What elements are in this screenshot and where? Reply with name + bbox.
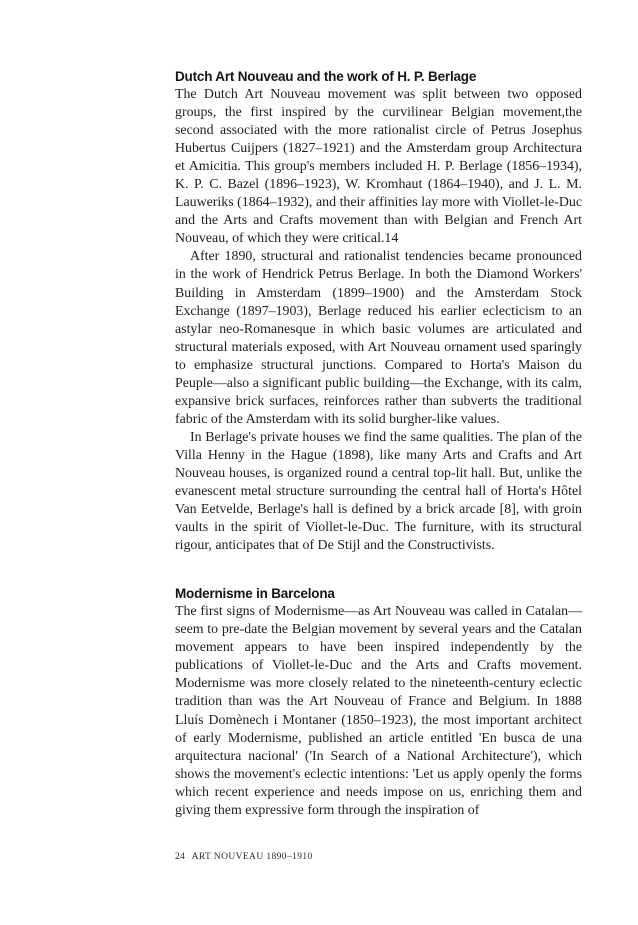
section-heading-modernisme: Modernisme in Barcelona [175,586,335,602]
section-spacer [175,555,582,585]
page-number: 24 [175,852,186,862]
paragraph: In Berlage's private houses we find the same qualities. The plan of the Villa Henny in the Hague (1898), like many Arts and Crafts and Art Nouveau houses, is organized round a central top-lit hall. But, unlike the evanescent metal structure surrounding the central hall of Horta's Hôtel Van Eetvelde, Berlage's hall is defined by a brick arcade [8], with groin vaults in the spirit of Viollet-le-Duc. The furniture, with its structural rigour, anticipates that of De Stijl and the Constructivists. [175,429,582,554]
paragraph: The first signs of Modernisme—as Art Nouveau was called in Catalan—seem to pre-date the Belgian movement by several years and the Catalan movement appears to have been inspired independently by the publications of Viollet-le-Duc and the Arts and Crafts movement. Modernisme was more closely related to the nineteenth-century eclectic tradition than was the Art Nouveau of France and Belgium. In 1888 Lluís Domènech i Montaner (1850–1923), the most important architect of early Modernisme, published an article entitled 'En busca de una arquitectura nacional' ('In Search of a National Architecture'), which shows the movement's eclectic intentions: 'Let us apply openly the forms which recent experience and needs impose on us, enriching them and giving them expressive form through the inspiration of [175,604,582,818]
section-heading-dutch-art-nouveau: Dutch Art Nouveau and the work of H. P. Berlage [175,69,477,84]
page-body [175,68,582,820]
page-footer [175,852,313,862]
paragraph: The Dutch Art Nouveau movement was split between two opposed groups, the first inspired by the curvilinear Belgian movement,the second associated with the more rationalist circle of Petrus Josephus Hubertus Cuijpers (1827–1921) and the Amsterdam group Architectura et Amicitia. This group's members included H. P. Berlage (1856–1934), K. P. C. Bazel (1896–1923), W. Kromhaut (1864–1940), and J. L. M. Lauweriks (1864–1932), and their affinities lay more with Viollet-le-Duc and the Arts and Crafts movement than with Belgian and French Art Nouveau, of which they were critical.14 [175,87,582,247]
paragraph: After 1890, structural and rationalist tendencies became pronounced in the work of Hendrick Petrus Berlage. In both the Diamond Workers' Building in Amsterdam (1899–1900) and the Amsterdam Stock Exchange (1897–1903), Berlage reduced his earlier eclecticism to an astylar neo-Romanesque in which basic volumes are articulated and structural materials exposed, with Art Nouveau ornament used sparingly to emphasize structural junctions. Compared to Horta's Maison du Peuple—also a significant public building—the Exchange, with its calm, expansive brick surfaces, reinforces rather than subverts the traditional fabric of the Amsterdam with its solid burgher-like values. [175,249,582,427]
running-title: ART NOUVEAU 1890–1910 [191,852,313,862]
